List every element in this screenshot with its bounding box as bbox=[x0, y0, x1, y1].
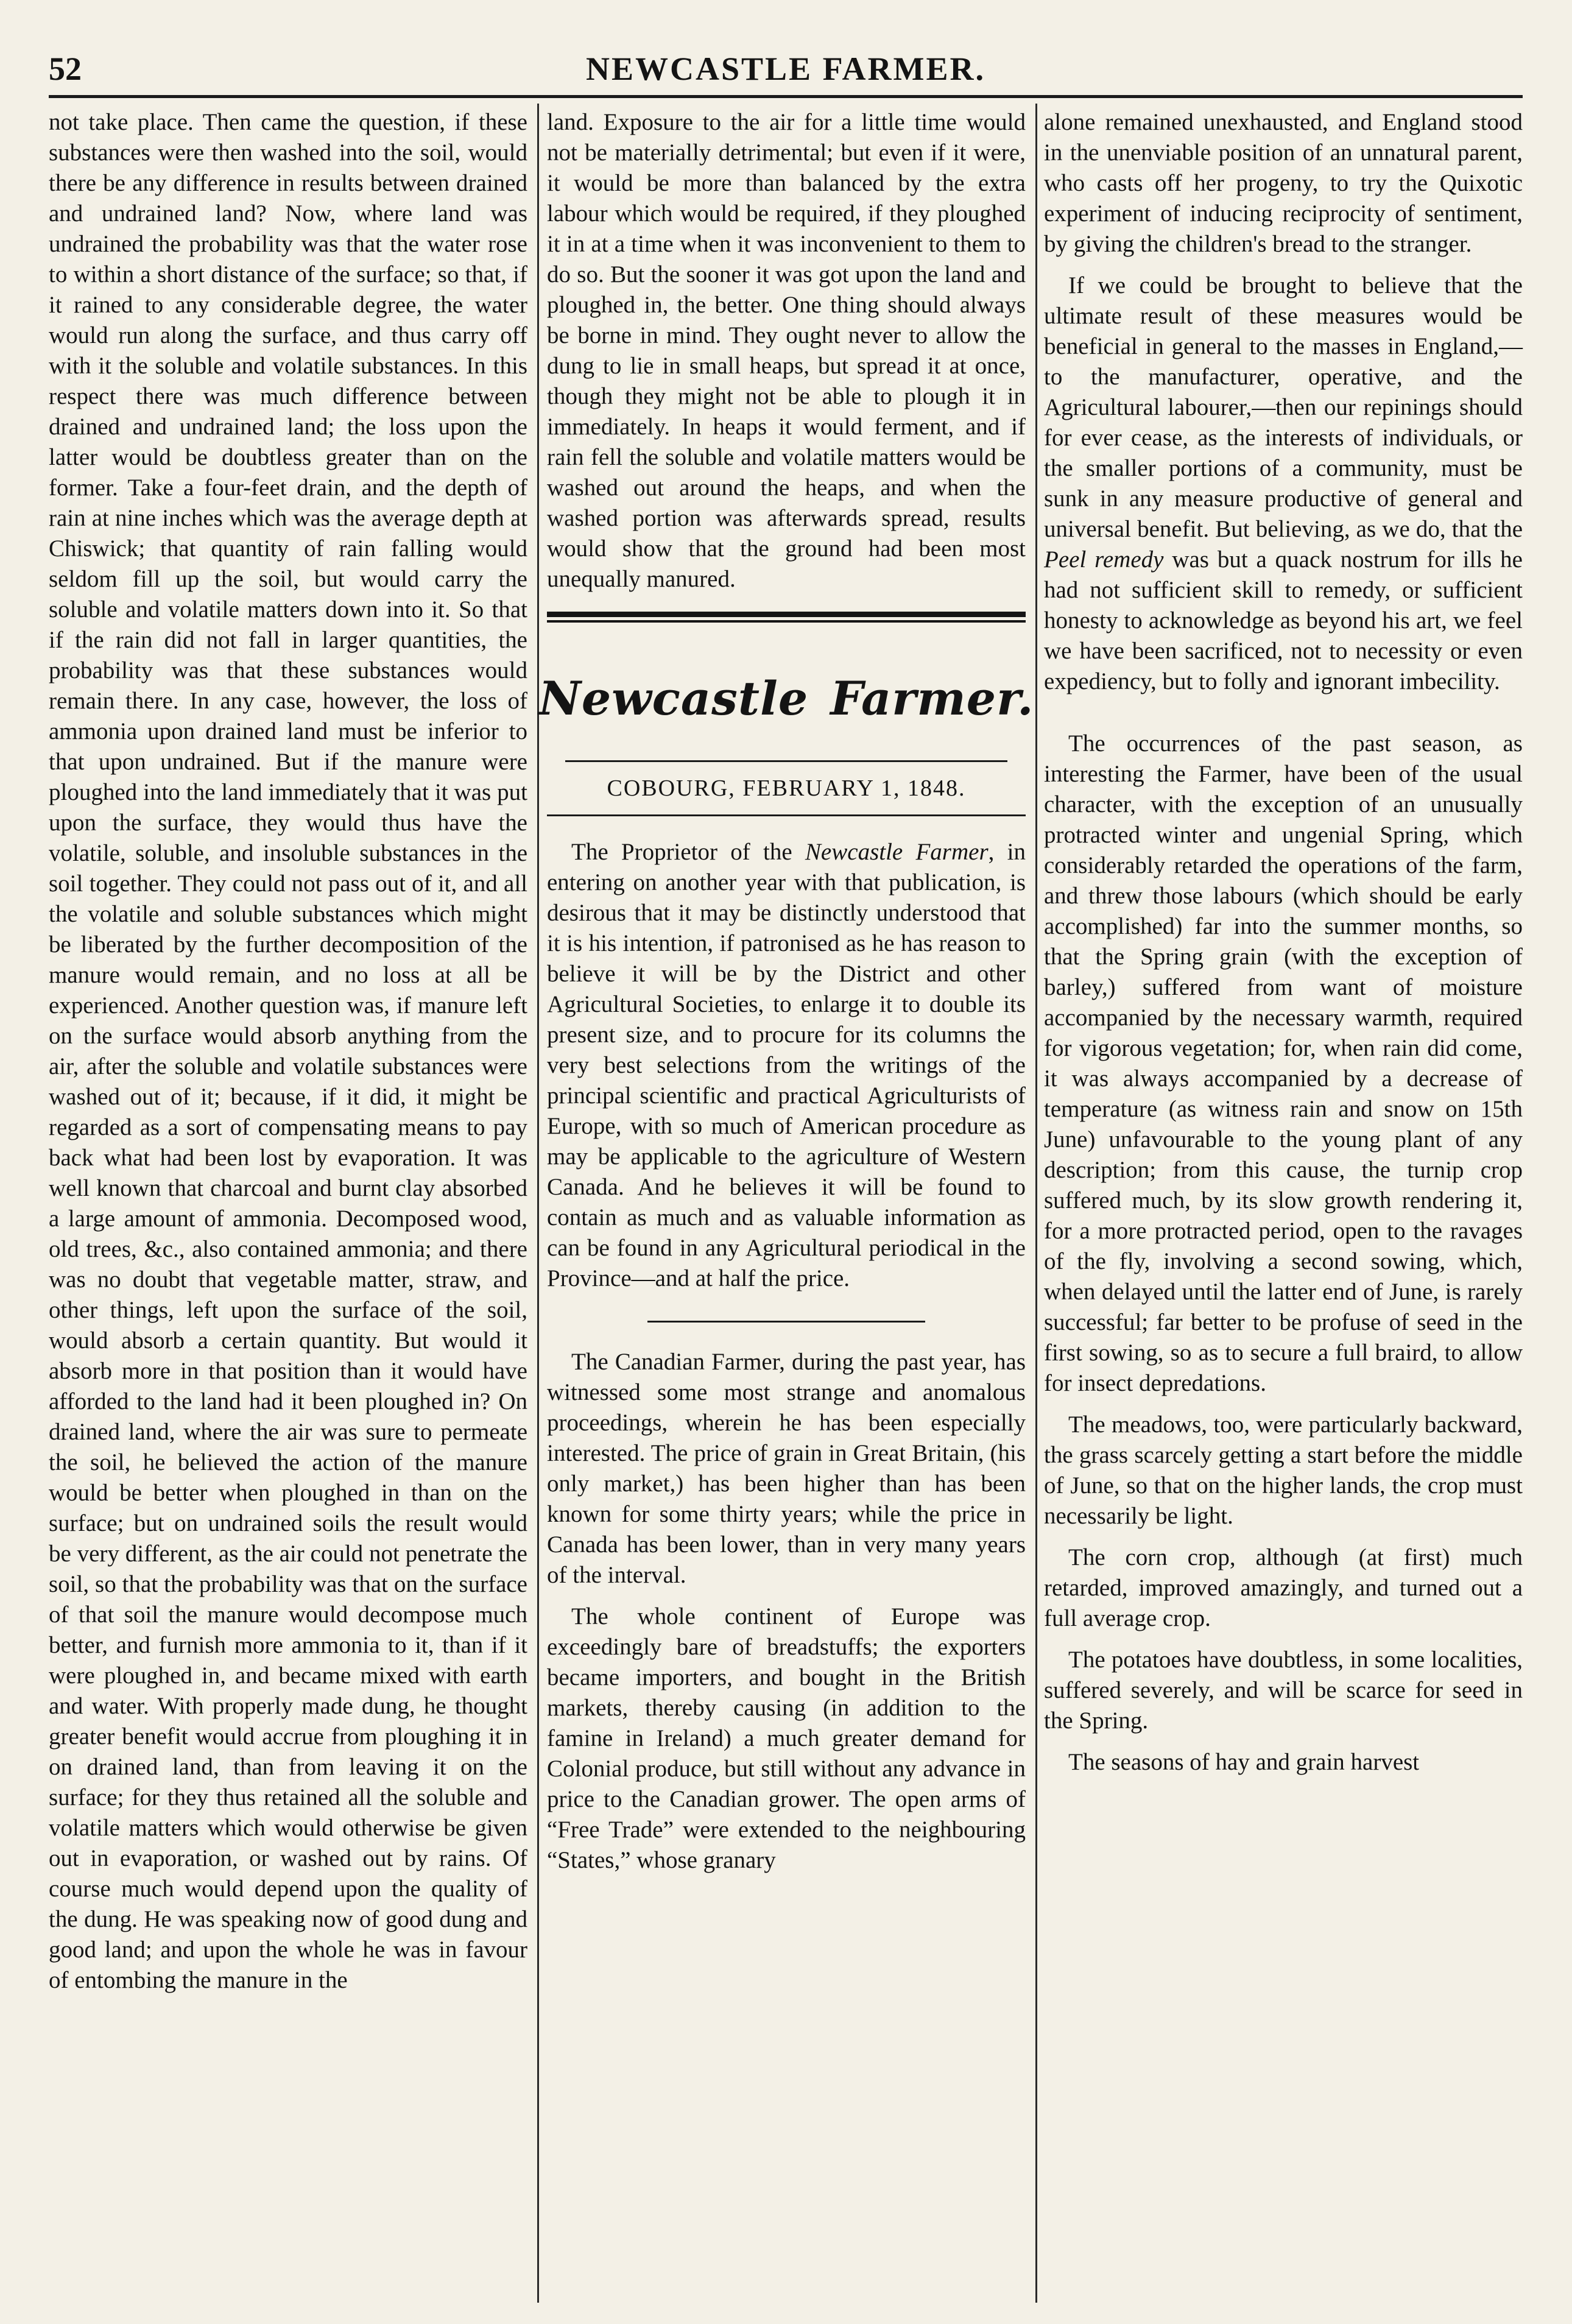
dateline-rule bbox=[547, 814, 1026, 816]
column-2 bbox=[538, 107, 1034, 1876]
page-number: 52 bbox=[49, 51, 82, 87]
dateline-rule bbox=[565, 760, 1007, 762]
article-paragraph: not take place. Then came the question, if these substances were then washed into the soil, would there be any difference in results between drained and undrained land? Now, where land was undrained the probability was that the water rose to within a short distance of the surface; so that, if it rained to any considerable degree, the water would run along the surface, and thus carry off with it the soluble and volatile substances. In this respect there was much difference between drained and undrained land; the loss upon the latter would be doubtless greater than on the former. Take a four-feet drain, and the depth of rain at nine inches which was the average depth at Chiswick; that quantity of rain falling would seldom fill up the soil, but would carry the soluble and volatile matters down into it. So that if the rain did not fall in larger quantities, the probability was that these substances would remain there. In any case, however, the loss of ammonia upon drained land must be inferior to that upon undrained. But if the manure were ploughed into the land immediately that it was put upon the surface, they would thus have the volatile, soluble, and insoluble substances in the soil together. They could not pass out of it, and all the volatile and soluble substances which might be liberated by the further decomposition of the manure would remain, and no loss at all be experienced. Another question was, if manure left on the surface would absorb anything from the air, after the soluble and volatile substances were washed out of it; because, if it did, it might be regarded as a sort of compensating means to pay back what had been lost by evaporation. It was well known that charcoal and burnt clay absorbed a large amount of ammonia. Decomposed wood, old trees, &c., also contained ammonia; and there was no doubt that vegetable matter, straw, and other things, left upon the surface of the soil, would absorb a certain quantity. But would it absorb more in that position than it would have afforded to the land had it been ploughed in? On drained land, where the air was sure to permeate the soil, he believed the action of the manure would be better when ploughed in than on the surface; but on undrained soils the result would be very different, as the air could not penetrate the soil, so that the probability was that on the surface of that soil the manure would decompose much better, and furnish more ammonia to it, than if it were ploughed in, and became mixed with earth and water. With properly made dung, he thought greater benefit would accrue from ploughing it in on drained land, than from leaving it on the surface; for they thus retained all the soluble and volatile matters which would otherwise be given out in evaporation, or washed out by rains. Of course much would depend upon the quality of the dung. He was speaking now of good dung and good land; and upon the whole he was in favour of entombing the manure in the bbox=[49, 109, 527, 1993]
editorial-paragraph: The meadows, too, were particularly backward, the grass scarcely getting a start before the middle of June, so that on the higher lands, the crop must necessarily be light. bbox=[1044, 1411, 1523, 1529]
editorial-paragraph: The corn crop, although (at first) much retarded, improved amazingly, and turned out a full average crop. bbox=[1044, 1544, 1523, 1631]
editorial-paragraph: alone remained unexhausted, and England stood in the unenviable position of an unnatural parent, who casts off her progeny, to try the Quixotic experiment of inducing reciprocity of sentiment, by giving the children's bread to the stranger. bbox=[1044, 109, 1523, 257]
masthead-title-left: Newcastle bbox=[538, 671, 809, 726]
editorial-paragraph: The potatoes have doubtless, in some localities, suffered severely, and will be scarce for seed in the Spring. bbox=[1044, 1647, 1523, 1734]
editorial-paragraph: The whole continent of Europe was exceedingly bare of breadstuffs; the exporters became importers, and bought in the British markets, thereby causing (in addition to the famine in Ireland) a much greater demand for Colonial produce, but still without any advance in price to the Canadian grower. The open arms of “Free Trade” were extended to the neighbouring “States,” whose granary bbox=[547, 1603, 1026, 1873]
column-rule bbox=[537, 104, 539, 2303]
article-paragraph: land. Exposure to the air for a little time would not be materially detrimental; but even if it were, it would be more than balanced by the extra labour which would be required, if they ploughed it in at a time when it was inconvenient to them to do so. But the sooner it was got upon the land and ploughed in, the better. One thing should always be borne in mind. They ought never to allow the dung to lie in small heaps, but spread it at once, though they might not be able to plough it in immediately. In heaps it would ferment, and if rain fell the soluble and volatile matters would be washed out around the heaps, and when the washed portion was afterwards spread, results would show that the ground had been most unequally manured. bbox=[547, 109, 1026, 592]
publication-name: Newcastle Farmer bbox=[805, 839, 989, 865]
editorial-paragraph: The occurrences of the past season, as interesting the Farmer, have been of the usual character, with the exception of an unusually protracted winter and ungenial Spring, which considerably retarded the operations of the farm, and threw those labours (which should be early accomplished) far into the summer months, so that the Spring grain (with the exception of barley,) suffered from want of moisture accompanied by the necessary warmth, required for vigorous vegetation; for, when rain did come, it was always accompanied by a decrease of temperature (as witness rain and snow on 15th June) unfavourable to the young plant of any description; from this cause, the turnip crop suffered much, by its slow growth rendering it, for a more protracted period, open to the ravages of the fly, involving a second sowing, which, when delayed until the latter end of June, is rarely successful; far better to be profuse of seed in the first sowing, so as to secure a full braird, to allow for insect depredations. bbox=[1044, 730, 1523, 1396]
editorial-paragraph: If we could be brought to believe that the ultimate result of these measures would be beneficial in general to the masses in England,—to the manufacturer, operative, and the Agricultural labourer,—then our repinings should for ever cease, as the interests of individuals, or the smaller portions of a community, must be sunk in any measure productive of general and universal benefit. But believing, as we do, that the Peel remedy was but a quack nostrum for ills he had not sufficient skill to remedy, or sufficient honesty to acknowledge as beyond his art, we feel we have been sacrificed, not to necessity or even expediency, but to folly and ignorant imbecility. bbox=[1044, 272, 1523, 694]
editorial-paragraph: The seasons of hay and grain harvest bbox=[1068, 1749, 1420, 1775]
editorial-paragraph: The Canadian Farmer, during the past year, has witnessed some most strange and anomalous proceedings, wherein he has been especially interested. The price of grain in Great Britain, (his only market,) has been higher than has been known for some thirty years; while the price in Canada has been lower, than in very many years of the interval. bbox=[547, 1349, 1026, 1588]
running-title: NEWCASTLE FARMER. bbox=[585, 51, 986, 87]
editorial-paragraph: The Proprietor of the Newcastle Farmer, in entering on another year with that publication, is desirous that it may be distinctly understood that it is his intention, if patronised as he has reason to believe it will be by the District and other Agricultural Societies, to enlarge it to double its present size, and to procure for its columns the very best selections from the writings of the principal scientific and practical Agriculturists of Europe, with so much of American procedure as may be applicable to the agriculture of Western Canada. And he believes it will be found to contain as much and as valuable information as can be found in any Agricultural periodical in the Province—and at half the price. bbox=[547, 839, 1026, 1291]
emphasized-term: Peel remedy bbox=[1044, 546, 1164, 573]
page-header bbox=[49, 48, 1523, 90]
masthead-title-right: Farmer. bbox=[830, 671, 1034, 726]
header-rule bbox=[49, 95, 1523, 98]
column-rule bbox=[1035, 104, 1037, 2303]
section-rule bbox=[647, 1321, 925, 1323]
masthead bbox=[538, 641, 1034, 757]
dateline: COBOURG, FEBRUARY 1, 1848. bbox=[607, 775, 966, 801]
column-1 bbox=[49, 107, 527, 1996]
section-double-rule bbox=[547, 612, 1026, 623]
column-3 bbox=[1044, 107, 1523, 1778]
